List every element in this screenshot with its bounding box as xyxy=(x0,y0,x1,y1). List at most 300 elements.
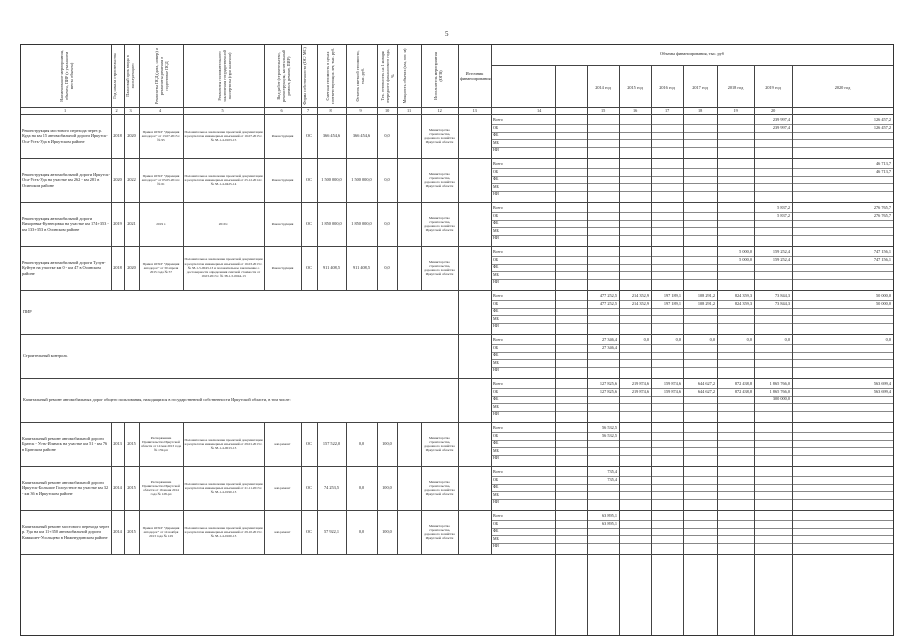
grid-vline xyxy=(377,114,378,158)
work-type xyxy=(265,513,300,551)
start-year-text: 2019 xyxy=(113,221,122,227)
column-number: 1 xyxy=(64,108,67,113)
readiness-text: 0,0 xyxy=(384,265,390,271)
work-type-text: Реконструкция xyxy=(271,265,294,270)
grid-hline xyxy=(491,359,893,360)
grid-hline xyxy=(21,422,893,423)
grid-vline xyxy=(377,246,378,290)
end-year xyxy=(125,249,138,287)
column-number: 9 xyxy=(359,108,362,113)
expertise-details-text: Положительное заключение проектной документации и результатов инженерных изысканий от 25.12.2014 г. № 38-1-4-0425-14 xyxy=(184,173,263,187)
readiness xyxy=(378,513,396,551)
grid-vline xyxy=(139,158,140,202)
executor xyxy=(422,205,457,243)
funding-value: 50 000,0 xyxy=(875,300,891,306)
psd-details xyxy=(140,425,182,463)
funding-value: 824 359,3 xyxy=(734,300,752,306)
grid-vline xyxy=(111,422,112,466)
estimated-cost xyxy=(318,249,345,287)
funding-value: 5 000,0 xyxy=(739,256,752,262)
object-name-text: Реконструкция автомобильной дороги Вихоревка-Кузнецовка на участке км 174+353 - км 133+353 в Осинском районе xyxy=(22,215,109,232)
funding-value: 159 874,6 xyxy=(663,388,681,394)
executor-text: Министерство строительства, дорожного хозяйства Иркутской области xyxy=(424,215,455,233)
funding-value: 239 997,4 xyxy=(772,117,790,122)
funding-source-label: ОБ xyxy=(493,520,499,526)
column-header-10: Тех. готовность на 1 января очередного финансового года, % xyxy=(380,49,395,103)
start-year-text: 2013 xyxy=(113,441,122,447)
grid-vline xyxy=(397,246,398,290)
column-header-13: Источник финансирования xyxy=(460,71,491,82)
funding-value: 214 352,9 xyxy=(631,300,649,306)
ownership xyxy=(302,249,316,287)
grid-vline xyxy=(346,45,347,114)
funding-value: 27 346,4 xyxy=(601,337,617,342)
grid-vline xyxy=(491,510,492,554)
grid-vline xyxy=(458,290,459,334)
grid-vline xyxy=(124,114,125,158)
object-name-text: Реконструкция автомобильной дороги Иркутск-Оса-Усть-Уда на участке км 262 - км 281 в Осинском районе xyxy=(22,171,110,188)
column-number: 15 xyxy=(601,108,606,113)
grid-vline xyxy=(124,466,125,510)
grid-vline xyxy=(458,466,459,510)
funding-source-label: НИ xyxy=(493,191,499,197)
funding-value: 1 865 766,0 xyxy=(769,388,790,394)
grid-vline xyxy=(124,422,125,466)
grid-hline xyxy=(491,440,893,441)
psd-details xyxy=(140,205,182,243)
funding-value: 563 699,4 xyxy=(873,388,891,394)
grid-vline xyxy=(491,114,492,158)
funding-source-label: ОБ xyxy=(493,388,499,394)
readiness xyxy=(378,117,396,155)
grid-vline xyxy=(421,114,422,158)
funding-source-label: Всего xyxy=(493,513,503,518)
grid-hline xyxy=(21,107,893,108)
readiness-text: 100,0 xyxy=(382,485,392,491)
grid-vline xyxy=(183,158,184,202)
psd-details-text: 2019 г. xyxy=(156,221,166,226)
funding-source-label: Всего xyxy=(493,293,503,298)
year-header: 2014 год xyxy=(595,85,611,90)
grid-vline xyxy=(317,246,318,290)
grid-hline xyxy=(491,520,893,521)
funding-value: 73 844,3 xyxy=(774,300,790,306)
grid-vline xyxy=(317,114,318,158)
end-year xyxy=(125,161,138,199)
funding-source-label: НИ xyxy=(493,543,499,549)
grid-vline xyxy=(421,158,422,202)
grid-vline xyxy=(139,466,140,510)
funding-source-label: Всего xyxy=(493,249,503,254)
grid-vline xyxy=(111,45,112,114)
funding-value: 735,4 xyxy=(607,469,617,474)
grid-vline xyxy=(264,158,265,202)
grid-vline xyxy=(111,466,112,510)
column-number: 14 xyxy=(537,108,542,113)
column-header-6: Вид работ (строительство, реконструкция, капитальный ремонт, ремонт, ПИР) xyxy=(275,50,291,102)
funding-source-label: МБ xyxy=(493,359,499,365)
grid-vline xyxy=(183,510,184,554)
start-year xyxy=(112,425,123,463)
start-year-text: 2020 xyxy=(113,177,122,183)
funding-value: 872 438,8 xyxy=(734,388,752,394)
funding-source-label: НИ xyxy=(493,499,499,505)
column-number: 16 xyxy=(633,108,638,113)
grid-vline xyxy=(183,114,184,158)
expertise-details-text: Положительное заключение проектной документации и результатов инженерных изысканий от 21.11.2013 г. № 38-1-4-0190-13 xyxy=(184,481,263,495)
grid-vline xyxy=(264,114,265,158)
remaining-cost xyxy=(347,161,376,199)
funding-source-label: НИ xyxy=(493,367,499,373)
grid-vline xyxy=(317,510,318,554)
column-number: 17 xyxy=(665,108,670,113)
funding-source-label: ОБ xyxy=(493,344,499,350)
year-header: 2019 год xyxy=(765,85,781,90)
grid-vline xyxy=(397,202,398,246)
funding-source-label: ФБ xyxy=(493,440,499,446)
grid-hline xyxy=(491,227,893,228)
start-year-text: 2018 xyxy=(113,265,122,271)
grid-vline xyxy=(377,466,378,510)
grid-hline xyxy=(491,447,893,448)
grid-vline xyxy=(124,246,125,290)
grid-vline xyxy=(421,510,422,554)
estimated-cost-text: 74 253,5 xyxy=(323,485,340,491)
work-type xyxy=(265,249,300,287)
grid-vline xyxy=(397,466,398,510)
executor xyxy=(422,469,457,507)
funding-source-label: МБ xyxy=(493,535,499,541)
grid-vline xyxy=(264,202,265,246)
grid-vline xyxy=(183,202,184,246)
grid-vline xyxy=(111,202,112,246)
grid-vline xyxy=(717,65,718,635)
grid-vline xyxy=(124,158,125,202)
remaining-cost-text: 1 850 000,0 xyxy=(351,221,372,227)
year-header: 2018 год xyxy=(727,85,744,90)
grid-vline xyxy=(458,202,459,246)
psd-details-text: Приказ ОГКУ "Дирекция автодорог" от 14 ноября 2013 года № 129 xyxy=(142,525,180,539)
psd-details xyxy=(140,513,182,551)
estimated-cost-text: 366 454,6 xyxy=(322,133,341,139)
grid-hline xyxy=(21,466,893,467)
grid-vline xyxy=(792,65,793,635)
ownership-text: ОС xyxy=(305,221,313,227)
psd-details xyxy=(140,117,182,155)
expertise-details-text: Положительное заключение проектной документации и результатов инженерных изысканий от 29.10.2013 г. № 38-1-4-0160-13 xyxy=(184,525,263,539)
psd-details-text: Распоряжение Правительства Иркутской области от 14 мая 2013 года № 159-рп xyxy=(140,435,182,453)
grid-vline xyxy=(124,45,125,114)
funding-source-label: НИ xyxy=(493,147,499,153)
funding-source-label: МБ xyxy=(493,315,499,321)
psd-details-text: Приказ ОГКУ "Дирекция автодорог" от 30 апреля 2015 года № 57 xyxy=(142,261,180,275)
expertise-details-text: Положительное заключение проектной документации и результатов инженерных изысканий от 16.07.2015 г. № 38-1-4-0103-15 xyxy=(184,129,263,143)
grid-hline xyxy=(491,535,893,536)
expertise-details xyxy=(184,161,263,199)
grid-vline xyxy=(139,422,140,466)
grid-vline xyxy=(421,45,422,114)
start-year xyxy=(112,205,123,243)
column-header-4: Реквизиты ПСД (дата, номер) и реквизиты решения о подготовке ПСД xyxy=(154,47,169,105)
funding-source-label: МБ xyxy=(493,403,499,409)
work-type xyxy=(265,161,300,199)
funding-source-label: ФБ xyxy=(493,308,499,314)
grid-vline xyxy=(491,378,492,422)
object-name xyxy=(22,205,110,243)
column-header-12: Исполнитель мероприятия (ОГВ) xyxy=(432,52,443,100)
column-number: 4 xyxy=(159,108,162,113)
grid-vline xyxy=(619,65,620,635)
grid-vline xyxy=(397,422,398,466)
grid-hline xyxy=(21,554,893,555)
estimated-cost-text: 911 408,5 xyxy=(322,265,341,271)
funding-source-label: ФБ xyxy=(493,484,499,490)
grid-vline xyxy=(651,65,652,635)
funding-value: 5 837,2 xyxy=(777,212,790,218)
funding-source-label: ОБ xyxy=(493,432,499,438)
grid-hline xyxy=(21,158,893,159)
grid-hline xyxy=(491,279,893,280)
remaining-cost xyxy=(347,117,376,155)
end-year xyxy=(125,117,138,155)
funding-value: 276 765,7 xyxy=(873,212,891,218)
executor-text: Министерство строительства, дорожного хозяйства Иркутской области xyxy=(424,127,455,145)
grid-vline xyxy=(458,510,459,554)
grid-vline xyxy=(346,422,347,466)
grid-hline xyxy=(491,183,893,184)
funding-source-label: Всего xyxy=(493,469,503,474)
funding-source-label: ОБ xyxy=(493,476,499,482)
grid-vline xyxy=(301,510,302,554)
grid-vline xyxy=(111,158,112,202)
executor-text: Министерство строительства, дорожного хозяйства Иркутской области xyxy=(424,259,455,277)
grid-hline xyxy=(491,220,893,221)
year-header: 2015 год xyxy=(627,85,643,90)
end-year xyxy=(125,469,138,507)
grid-vline xyxy=(377,158,378,202)
object-name xyxy=(22,469,110,507)
funding-source-label: НИ xyxy=(493,323,499,329)
grid-vline xyxy=(397,510,398,554)
grid-vline xyxy=(458,246,459,290)
funding-value: 108 291,2 xyxy=(697,293,715,298)
column-number: 19 xyxy=(733,108,738,113)
grid-vline xyxy=(301,45,302,114)
expertise-details-text: 2019 г. xyxy=(218,221,229,226)
remaining-cost-text: 0,0 xyxy=(358,441,365,447)
grid-vline xyxy=(301,114,302,158)
estimated-cost-text: 1 500 000,0 xyxy=(321,177,342,183)
grid-vline xyxy=(346,510,347,554)
ownership xyxy=(302,425,316,463)
estimated-cost xyxy=(318,205,345,243)
funding-source-label: ФБ xyxy=(493,176,499,182)
remaining-cost xyxy=(347,425,376,463)
psd-details xyxy=(140,161,182,199)
work-type xyxy=(265,425,300,463)
funding-value: 239 997,4 xyxy=(772,124,790,130)
funding-value: 0,0 xyxy=(885,337,891,342)
remaining-cost xyxy=(347,513,376,551)
grid-hline xyxy=(491,528,893,529)
funding-source-label: Всего xyxy=(493,117,503,122)
start-year-text: 2014 xyxy=(113,529,122,535)
grid-vline xyxy=(139,45,140,114)
grid-hline xyxy=(491,235,893,236)
object-name-text: Капитальный ремонт автомобильной дороги Иркутск-Большое Голоустное на участке км 32 - км 36 в Иркутском районе xyxy=(22,479,109,496)
ownership xyxy=(302,117,316,155)
funding-source-label: НИ xyxy=(493,411,499,417)
grid-vline xyxy=(377,45,378,114)
funding-value: 219 874,6 xyxy=(631,388,649,394)
estimated-cost xyxy=(318,425,345,463)
funding-source-label: НИ xyxy=(493,279,499,285)
grid-vline xyxy=(491,334,492,378)
grid-vline xyxy=(346,466,347,510)
grid-vline xyxy=(301,422,302,466)
funding-value: 127 825,6 xyxy=(599,381,617,386)
column-number: 10 xyxy=(385,108,390,113)
column-number: 20 xyxy=(771,108,776,113)
grid-vline xyxy=(139,246,140,290)
funding-value: 0,0 xyxy=(643,337,649,342)
grid-vline xyxy=(346,158,347,202)
funding-source-label: МБ xyxy=(493,491,499,497)
end-year-text: 2015 xyxy=(127,485,136,491)
object-name-text: Реконструкция мостового перехода через р. Куда на км 15 автомобильной дороги Иркутск-Оса-Усть-Уда в Иркутском районе xyxy=(22,127,108,144)
grid-vline xyxy=(346,246,347,290)
grid-vline xyxy=(754,65,755,635)
grid-vline xyxy=(264,45,265,114)
funding-source-label: НИ xyxy=(493,455,499,461)
grid-vline xyxy=(421,202,422,246)
estimated-cost-text: 57 922,1 xyxy=(323,529,340,535)
grid-vline xyxy=(397,45,398,114)
remaining-cost-text: 0,0 xyxy=(358,485,365,491)
work-type xyxy=(265,205,300,243)
remaining-cost xyxy=(347,249,376,287)
funding-value: 56 532,5 xyxy=(601,432,617,438)
summary-row-label: ПИР xyxy=(23,309,32,314)
expertise-details-text: Положительное заключение проектной документации и результатов инженерных изысканий от 16.03.2013 г. № 38-1-5-0043-13 и положительное заключение о достоверности определения сметной стоимости от 19.03.2013 г. № 38-1-5-0044-13 xyxy=(184,257,263,279)
remaining-cost-text: 0,0 xyxy=(358,529,365,535)
funding-value: 0,0 xyxy=(784,337,790,342)
grid-vline xyxy=(377,510,378,554)
column-number: 12 xyxy=(437,108,442,113)
grid-hline xyxy=(491,543,893,544)
grid-vline xyxy=(264,510,265,554)
start-year xyxy=(112,513,123,551)
funding-value: 477 252,5 xyxy=(599,300,617,306)
grid-vline xyxy=(124,202,125,246)
ownership xyxy=(302,513,316,551)
grid-vline xyxy=(587,65,588,635)
estimated-cost xyxy=(318,469,345,507)
psd-details-text: Приказ ОГКУ "Дирекция автодорог" от 13.07.2015 г. № 95 xyxy=(141,129,181,143)
funding-value: 159 252,4 xyxy=(772,249,790,254)
grid-vline xyxy=(301,202,302,246)
grid-hline xyxy=(491,323,893,324)
psd-details xyxy=(140,249,182,287)
column-header-8: Сметная стоимость в ценах соответствующих лет, тыс. руб. xyxy=(324,47,335,105)
grid-hline xyxy=(491,315,893,316)
psd-details xyxy=(140,469,182,507)
grid-vline xyxy=(139,510,140,554)
grid-hline xyxy=(21,114,893,115)
funding-value: 872 438,8 xyxy=(734,381,752,386)
funding-value: 159 252,4 xyxy=(772,256,790,262)
executor xyxy=(422,513,457,551)
funding-source-label: МБ xyxy=(493,183,499,189)
column-number: 11 xyxy=(407,108,412,113)
object-name-text: Капитальный ремонт автомобильной дороги Братск - Усть-Илимск на участке км 51 - км 76 в Братском районе xyxy=(22,435,108,452)
end-year-text: 2015 xyxy=(127,529,136,535)
funding-value: 46 713,7 xyxy=(875,161,891,166)
funding-value: 5 000,0 xyxy=(739,249,752,254)
grid-vline xyxy=(301,466,302,510)
grid-vline xyxy=(183,422,184,466)
end-year-text: 2020 xyxy=(127,265,136,271)
funding-value: 219 874,6 xyxy=(631,381,649,386)
grid-vline xyxy=(397,158,398,202)
end-year-text: 2015 xyxy=(127,441,136,447)
grid-vline xyxy=(377,422,378,466)
grid-hline xyxy=(491,476,893,477)
funding-source-label: Всего xyxy=(493,381,503,386)
end-year-text: 2022 xyxy=(127,177,136,183)
ownership-text: ОС xyxy=(305,177,313,183)
estimated-cost xyxy=(318,117,345,155)
funding-value: 477 252,5 xyxy=(599,293,617,298)
expertise-details xyxy=(184,117,263,155)
grid-vline xyxy=(458,378,459,422)
readiness-text: 0,0 xyxy=(384,177,390,183)
funding-source-label: Всего xyxy=(493,205,503,210)
grid-hline xyxy=(21,334,893,335)
grid-hline xyxy=(491,264,893,265)
funding-value: 73 844,3 xyxy=(774,293,790,298)
expertise-details-text: Положительное заключение проектной документации и результатов инженерных изысканий от 29.01.2013 г. № 38-1-4-0013-13 xyxy=(184,437,263,451)
work-type-text: Реконструкция xyxy=(271,177,294,182)
grid-hline xyxy=(491,139,893,140)
grid-vline xyxy=(458,45,459,114)
grid-vline xyxy=(317,202,318,246)
ownership-text: ОС xyxy=(305,529,313,535)
end-year-text: 2021 xyxy=(127,221,136,227)
year-header: 2016 год xyxy=(659,85,675,90)
grid-vline xyxy=(264,246,265,290)
funding-source-label: Всего xyxy=(493,337,503,342)
grid-vline xyxy=(264,422,265,466)
object-name-text: Реконструкция автомобильной дороги Тулун-Куйтун на участке км 0 - км 47 в Осинском районе xyxy=(22,259,106,276)
column-number: 2 xyxy=(115,108,118,113)
funding-value: 824 359,3 xyxy=(734,293,752,298)
start-year xyxy=(112,117,123,155)
grid-hline xyxy=(491,411,893,412)
funding-value: 159 874,6 xyxy=(663,381,681,386)
grid-vline xyxy=(377,202,378,246)
grid-vline xyxy=(683,65,684,635)
funding-source-label: МБ xyxy=(493,139,499,145)
grid-hline xyxy=(491,491,893,492)
ownership xyxy=(302,161,316,199)
column-header-7: Форма собственности (ОС/ МС) xyxy=(302,47,307,105)
grid-vline xyxy=(317,45,318,114)
estimated-cost-text: 1 850 000,0 xyxy=(321,221,342,227)
grid-vline xyxy=(491,158,492,202)
funding-source-label: ОБ xyxy=(493,168,499,174)
grid-vline xyxy=(301,158,302,202)
